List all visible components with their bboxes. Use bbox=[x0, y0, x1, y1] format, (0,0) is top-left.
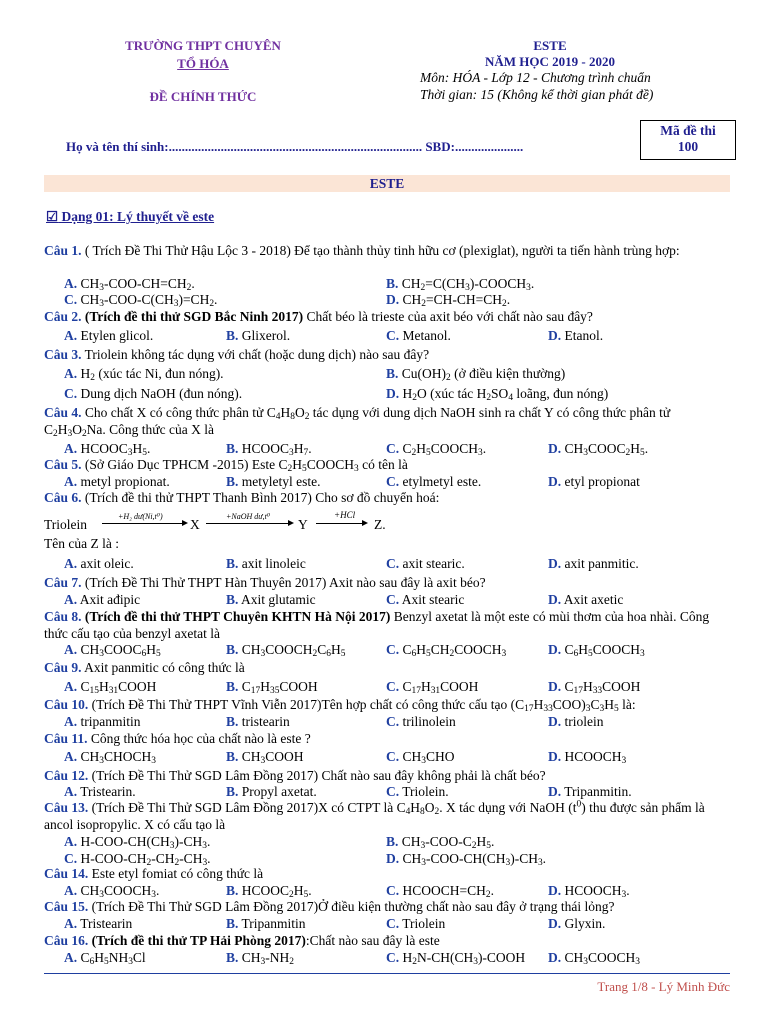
question-2: Câu 2. (Trích đề thi thử SGD Bắc Ninh 2017) Chất béo là trieste của axit béo với chất nào sau đây? bbox=[44, 309, 593, 324]
question-text: ( Trích Đề Thi Thử Hậu Lộc 3 - 2018) Để tạo thành thủy tinh hữu cơ (plexiglat), người ta tiến hành trùng hợp: bbox=[81, 243, 680, 258]
option-6a[interactable]: A. axit oleic. bbox=[64, 556, 134, 571]
option-6c[interactable]: C. axit stearic. bbox=[386, 556, 465, 571]
scheme-condition-3: +HCl bbox=[334, 510, 356, 520]
option-4a[interactable]: A. $HCOOC_3H_5$. bbox=[64, 441, 151, 458]
option-15b[interactable]: B. Tripanmitin bbox=[226, 916, 306, 931]
option-13c[interactable]: C. $H-COO-CH_2-CH_2-CH_3$. bbox=[64, 851, 211, 868]
option-10c[interactable]: C. trilinolein bbox=[386, 714, 456, 729]
option-11b[interactable]: B. $CH_3COOH$ bbox=[226, 749, 304, 766]
option-6d[interactable]: D. axit panmitic. bbox=[548, 556, 639, 571]
option-8a[interactable]: A. $CH_3COOC_6H_5$ bbox=[64, 642, 161, 659]
department-name: TỔ HÓA bbox=[177, 56, 229, 71]
section-title: Dạng 01: Lý thuyết về este bbox=[61, 209, 215, 224]
option-9d[interactable]: D. $C_{17}H_{33}COOH$ bbox=[548, 679, 641, 696]
question-9: Câu 9. Axit panmitic có công thức là bbox=[44, 660, 245, 675]
question-4: Câu 4. Cho chất X có công thức phân tử $C_4H_8O_2$ tác dụng với dung dịch NaOH sinh ra chất Y có công thức phân tử $C_2H_3O_2Na$. Công thức của X là bbox=[44, 405, 671, 439]
time-info: Thời gian: 15 (Không kể thời gian phát đề) bbox=[420, 87, 654, 102]
option-10a[interactable]: A. tripanmitin bbox=[64, 714, 141, 729]
question-11: Câu 11. Công thức hóa học của chất nào là este ? bbox=[44, 731, 311, 746]
option-2a[interactable]: A. Etylen glicol. bbox=[64, 328, 154, 343]
question-12: Câu 12. (Trích Đề Thi Thử SGD Lâm Đồng 2017) Chất nào sau đây không phải là chất béo? bbox=[44, 768, 546, 783]
option-10d[interactable]: D. triolein bbox=[548, 714, 604, 729]
official-label: ĐỀ CHÍNH THỨC bbox=[149, 89, 257, 104]
section-heading bbox=[46, 209, 214, 225]
option-7c[interactable]: C. Axit stearic bbox=[386, 592, 465, 607]
option-1d[interactable]: D. $CH_2=CH-CH=CH_2$. bbox=[386, 292, 511, 309]
question-7: Câu 7. (Trích Đề Thi Thử THPT Hàn Thuyên 2017) Axit nào sau đây là axit béo? bbox=[44, 575, 486, 590]
option-5b[interactable]: B. metyletyl este. bbox=[226, 474, 321, 489]
question-1 bbox=[44, 243, 734, 260]
option-14a[interactable]: A. $CH_3COOCH_3$. bbox=[64, 883, 160, 900]
option-13d[interactable]: D. $CH_3-COO-CH(CH_3)-CH_3$. bbox=[386, 851, 547, 868]
question-8: Câu 8. (Trích đề thi thử THPT Chuyên KHTN Hà Nội 2017) Benzyl axetat là một este có mùi thơm của hoa nhài. Công thức cấu tạo của benzyl axetat là bbox=[44, 609, 710, 641]
option-2c[interactable]: C. Metanol. bbox=[386, 328, 451, 343]
student-info-line[interactable]: Họ và tên thí sinh:.............................................................................. SBD:..................... bbox=[66, 139, 524, 154]
exam-code-label: Mã đề thi bbox=[660, 123, 716, 138]
option-13b[interactable]: B. $CH_3-COO-C_2H_5$. bbox=[386, 834, 495, 851]
school-name: TRƯỜNG THPT CHUYÊN bbox=[125, 38, 281, 53]
option-15d[interactable]: D. Glyxin. bbox=[548, 916, 606, 931]
option-11c[interactable]: C. $CH_3CHO$ bbox=[386, 749, 455, 766]
scheme-arrow-3 bbox=[316, 523, 366, 524]
option-16b[interactable]: B. $CH_3-NH_2$ bbox=[226, 950, 294, 967]
scheme-arrow-1 bbox=[102, 523, 186, 524]
option-9c[interactable]: C. $C_{17}H_{31}COOH$ bbox=[386, 679, 479, 696]
option-2d[interactable]: D. Etanol. bbox=[548, 328, 604, 343]
option-16a[interactable]: A. $C_6H_5NH_3Cl$ bbox=[64, 950, 146, 967]
question-6-z-name: Tên của Z là : bbox=[44, 536, 119, 551]
option-3a[interactable]: A. $H_2$ (xúc tác Ni, đun nóng). bbox=[64, 366, 224, 383]
question-13: Câu 13. (Trích Đề Thi Thử SGD Lâm Đồng 2017)X có CTPT là $C_4H_8O_2$. X tác dụng với NaOH $(t^0)$ thu được sản phẩm là ancol isopropylic. X có cấu tạo là bbox=[44, 799, 705, 832]
question-16: Câu 16. (Trích đề thi thử TP Hải Phòng 2017):Chất nào sau đây là este bbox=[44, 933, 440, 948]
option-12c[interactable]: C. Triolein. bbox=[386, 784, 449, 799]
option-7a[interactable]: A. Axit ađipic bbox=[64, 592, 141, 607]
option-1c[interactable]: C. $CH_3-COO-C(CH_3)=CH_2$. bbox=[64, 292, 218, 309]
exam-code-value: 100 bbox=[677, 139, 699, 154]
scheme-condition-1: +H₂ dư(Ni,t⁰) bbox=[118, 512, 163, 521]
question-number: Câu 1. bbox=[44, 243, 82, 258]
footer-divider bbox=[44, 973, 730, 974]
question-15: Câu 15. (Trích Đề Thi Thử SGD Lâm Đồng 2017)Ở điều kiện thường chất nào sau đây ở trạng thái lỏng? bbox=[44, 899, 615, 914]
option-5a[interactable]: A. metyl propionat. bbox=[64, 474, 170, 489]
option-8c[interactable]: C. $C_6H_5CH_2COOCH_3$ bbox=[386, 642, 507, 659]
option-13a[interactable]: A. $H-COO-CH(CH_3)-CH_3$. bbox=[64, 834, 211, 851]
question-3: Câu 3. Triolein không tác dụng với chất (hoặc dung dịch) nào sau đây? bbox=[44, 347, 430, 362]
scheme-y: Y bbox=[298, 517, 308, 532]
option-11a[interactable]: A. $CH_3CHOCH_3$ bbox=[64, 749, 156, 766]
option-10b[interactable]: B. tristearin bbox=[226, 714, 290, 729]
option-16c[interactable]: C. $H_2N-CH(CH_3)$-COOH bbox=[386, 950, 526, 967]
scheme-x: X bbox=[190, 517, 200, 532]
page-footer: Trang 1/8 - Lý Minh Đức bbox=[597, 979, 730, 994]
option-11d[interactable]: D. $HCOOCH_3$ bbox=[548, 749, 627, 766]
option-7b[interactable]: B. Axit glutamic bbox=[226, 592, 316, 607]
option-6b[interactable]: B. axit linoleic bbox=[226, 556, 306, 571]
option-3d[interactable]: D. $H_2O$ (xúc tác $H_2SO_4$ loãng, đun nóng) bbox=[386, 386, 609, 403]
option-4d[interactable]: D. $CH_3COOC_2H_5$. bbox=[548, 441, 649, 458]
option-14b[interactable]: B. $HCOOC_2H_5$. bbox=[226, 883, 312, 900]
option-16d[interactable]: D. $CH_3COOCH_3$ bbox=[548, 950, 640, 967]
question-10: Câu 10. (Trích Đề Thi Thử THPT Vĩnh Viễn 2017)Tên hợp chất có công thức cấu tạo $(C_{17}H_{33}COO)_3C_3H_5$ là: bbox=[44, 697, 636, 714]
option-3b[interactable]: B. $Cu(OH)_2$ (ở điều kiện thường) bbox=[386, 366, 566, 383]
question-5: Câu 5. (Sở Giáo Dục TPHCM -2015) Este $C_2H_5COOCH_3$ có tên là bbox=[44, 457, 408, 474]
option-14d[interactable]: D. $HCOOCH_3$. bbox=[548, 883, 630, 900]
scheme-condition-2: +NaOH dư,t⁰ bbox=[226, 512, 271, 521]
option-3c[interactable]: C. Dung dịch NaOH (đun nóng). bbox=[64, 386, 243, 401]
option-12d[interactable]: D. Tripanmitin. bbox=[548, 784, 632, 799]
option-7d[interactable]: D. Axit axetic bbox=[548, 592, 624, 607]
scheme-z: Z. bbox=[374, 517, 386, 532]
topic-band: ESTE bbox=[44, 175, 730, 192]
option-4b[interactable]: B. $HCOOC_3H_7$. bbox=[226, 441, 312, 458]
scheme-triolein: Triolein bbox=[44, 517, 88, 532]
option-15a[interactable]: A. Tristearin bbox=[64, 916, 133, 931]
option-12b[interactable]: B. Propyl axetat. bbox=[226, 784, 317, 799]
option-8b[interactable]: B. $CH_3COOCH_2C_6H_5$ bbox=[226, 642, 346, 659]
option-15c[interactable]: C. Triolein bbox=[386, 916, 446, 931]
course-info: Môn: HÓA - Lớp 12 - Chương trình chuẩn bbox=[420, 70, 651, 85]
option-12a[interactable]: A. Tristearin. bbox=[64, 784, 136, 799]
subject-title: ESTE bbox=[533, 38, 567, 53]
question-14: Câu 14. Este etyl fomiat có công thức là bbox=[44, 866, 264, 881]
option-14c[interactable]: C. $HCOOCH=CH_2$. bbox=[386, 883, 494, 900]
option-4c[interactable]: C. $C_2H_5COOCH_3$. bbox=[386, 441, 487, 458]
exam-code-box bbox=[640, 120, 736, 160]
checkbox-icon: ☑ bbox=[46, 209, 59, 224]
option-1b[interactable]: B. $CH_2=C(CH_3)-COOCH_3$. bbox=[386, 276, 535, 293]
option-2b[interactable]: B. Glixerol. bbox=[226, 328, 291, 343]
option-9a[interactable]: A. $C_{15}H_{31}COOH$ bbox=[64, 679, 157, 696]
option-5d[interactable]: D. etyl propionat bbox=[548, 474, 640, 489]
question-6: Câu 6. (Trích đề thi thử THPT Thanh Bình 2017) Cho sơ đồ chuyển hoá: bbox=[44, 490, 440, 505]
option-1a[interactable]: A. $CH_3-COO-CH=CH_2$. bbox=[64, 276, 195, 293]
option-5c[interactable]: C. etylmetyl este. bbox=[386, 474, 482, 489]
scheme-arrow-2 bbox=[206, 523, 292, 524]
option-8d[interactable]: D. $C_6H_5COOCH_3$ bbox=[548, 642, 645, 659]
school-year: NĂM HỌC 2019 - 2020 bbox=[485, 54, 615, 69]
option-9b[interactable]: B. $C_{17}H_{35}COOH$ bbox=[226, 679, 318, 696]
